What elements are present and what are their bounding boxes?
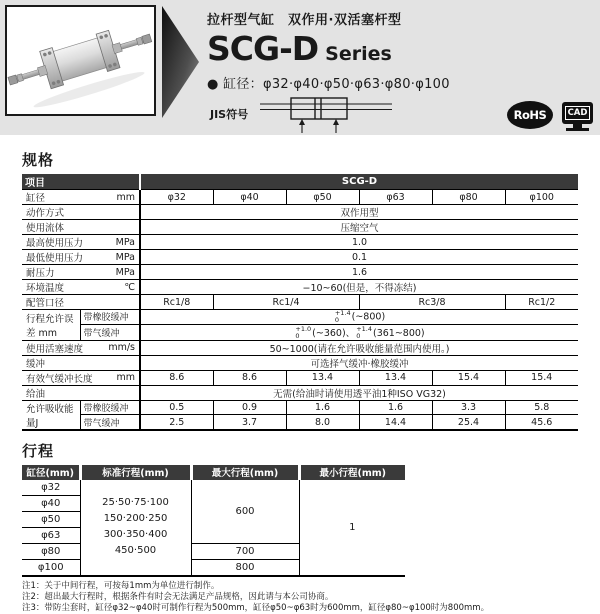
jis-symbol-row <box>210 93 392 135</box>
cad-badge <box>562 102 593 131</box>
note-1: 注1：关于中间行程，可按每1mm为单位进行制作。 <box>22 580 220 591</box>
page-body <box>0 149 600 614</box>
spec-row-lubrication: 给油 无需(给油时请使用透平油1种ISO VG32) <box>22 385 578 400</box>
jis-label: JIS符号 <box>210 108 249 121</box>
spec-row-bore: 缸径 mm φ32 φ40 φ50 φ63 φ80 φ100 <box>22 190 578 205</box>
footnotes <box>22 581 578 614</box>
note-2: 注2：超出最大行程时，根据条件有时会无法满足产品规格，因此请与本公司协商。 <box>22 591 334 602</box>
spec-row-piston-speed: 使用活塞速度 mm/s 50~1000(请在允许吸收能量范围内使用。) <box>22 340 578 355</box>
category-title: 拉杆型气缸 双作用·双活塞杆型 <box>207 13 402 28</box>
spec-row-ambient-temp: 环境温度 ℃ −10~60(但是，不得冻结) <box>22 280 578 295</box>
series-suffix: Series <box>325 43 392 65</box>
spec-header-series: SCG-D <box>140 174 578 190</box>
spec-row-fluid: 使用流体 压缩空气 <box>22 220 578 235</box>
spec-row-cushion-length: 有效气缓冲长度 mm 8.6 8.6 13.4 13.4 15.4 15.4 <box>22 370 578 385</box>
arrow-triangle-icon <box>162 6 200 123</box>
spec-section-title: 规格 <box>22 151 55 169</box>
max-stroke-600: 600 <box>191 480 299 544</box>
hero-titles <box>207 9 450 92</box>
product-photo <box>5 5 156 116</box>
standard-stroke-cell: 25·50·75·100 150·200·250 300·350·400 450·500 <box>80 480 191 576</box>
rohs-badge: RoHS <box>507 101 553 129</box>
max-stroke-800: 800 <box>191 560 299 576</box>
spec-row-cushion: 缓冲 可选择气缓冲·橡胶缓冲 <box>22 355 578 370</box>
jis-cylinder-symbol-icon <box>260 93 392 135</box>
spec-row-min-pressure: 最低使用压力 MPa 0.1 <box>22 250 578 265</box>
stroke-header-row: 缸径(mm) 标准行程(mm) 最大行程(mm) 最小行程(mm) <box>22 465 405 480</box>
stroke-row-80: φ80 700 <box>22 544 405 560</box>
stroke-section-title: 行程 <box>22 441 55 460</box>
min-stroke-cell: 1 <box>299 480 405 576</box>
bore-sizes-line: ● 缸径：φ32·φ40·φ50·φ63·φ80·φ100 <box>207 77 450 92</box>
stroke-row-63: φ63 <box>22 528 405 544</box>
spec-row-tolerance-rubber: 行程允许误差 mm 带橡胶缓冲 +1.4 0 (~800) <box>22 310 578 325</box>
spec-row-proof-pressure: 耐压力 MPa 1.6 <box>22 265 578 280</box>
spec-row-action: 动作方式 双作用型 <box>22 205 578 220</box>
stroke-row-100: φ100 800 <box>22 560 405 576</box>
series-title <box>207 29 450 68</box>
spec-row-energy-air: 带气缓冲 2.5 3.7 8.0 14.4 25.4 45.6 <box>22 415 578 430</box>
note-3: 注3：带防尘套时，缸径φ32~φ40时可制作行程为500mm，缸径φ50~φ63时为600mm，缸径φ80~φ100时为800mm。 <box>22 602 490 613</box>
spec-row-energy-rubber: 允许吸收能量J 带橡胶缓冲 0.5 0.9 1.6 1.6 3.3 5.8 <box>22 400 578 414</box>
cylinder-photo-icon <box>7 7 154 114</box>
cad-monitor-icon: CAD <box>562 102 593 124</box>
spec-row-tolerance-air: 带气缓冲 +1.0 0 (~360)、 +1.4 0 (361~800) <box>22 324 578 340</box>
header-banner <box>0 0 600 135</box>
stroke-row-50: φ50 <box>22 512 405 528</box>
stroke-table <box>22 465 405 577</box>
spec-row-port-size: 配管口径 Rc1/8 Rc1/4 Rc3/8 Rc1/2 <box>22 295 578 310</box>
spec-row-max-pressure: 最高使用压力 MPa 1.0 <box>22 235 578 250</box>
tolerance-rubber-value: +1.4 0 (~800) <box>140 310 578 325</box>
spec-table <box>22 174 578 431</box>
series-name: SCG-D <box>207 29 319 68</box>
max-stroke-700: 700 <box>191 544 299 560</box>
tolerance-air-value: +1.0 0 (~360)、 +1.4 0 (361~800) <box>140 324 578 340</box>
stroke-row-40: φ40 <box>22 496 405 512</box>
spec-header-item: 项目 <box>22 174 140 190</box>
stroke-row-32: φ32 25·50·75·100 150·200·250 300·350·400 450·500 600 1 <box>22 480 405 496</box>
spec-header-row <box>22 174 578 190</box>
certification-badges <box>507 101 593 131</box>
